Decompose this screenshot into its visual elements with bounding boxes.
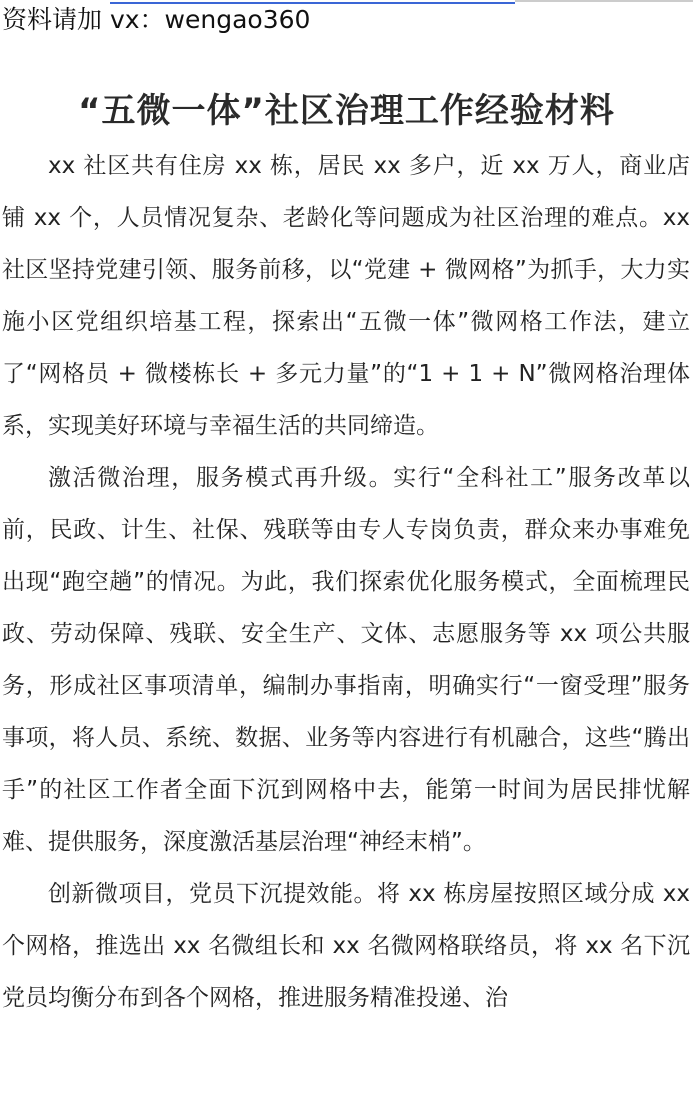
paragraph-intro: xx 社区共有住房 xx 栋，居民 xx 多户，近 xx 万人，商业店铺 xx 个，人员情况复杂、老龄化等问题成为社区治理的难点。xx 社区坚持党建引领、服务前移，以“党建 + 微网格”为抓手，大力实施小区党组织培基工程，探索出“五微一体”微网格工作法，建立了“网格员 + 微楼栋长 + 多元力量”的“1 + 1 + N”微网格治理体系，实现美好环境与幸福生活的共同缔造。	[2, 153, 690, 439]
contact-info: 资料请加 vx：wengao360	[2, 5, 311, 34]
cut-off-text	[515, 0, 693, 2]
document-body	[2, 140, 690, 1024]
paragraph-micro-project: 创新微项目，党员下沉提效能。将 xx 栋房屋按照区域分成 xx 个网格，推选出 xx 名微组长和 xx 名微网格联络员，将 xx 名下沉党员均衡分布到各个网格，推进服务精准投递、治	[2, 881, 690, 1011]
paragraph-micro-governance: 激活微治理，服务模式再升级。实行“全科社工”服务改革以前，民政、计生、社保、残联等由专人专岗负责，群众来办事难免出现“跑空趟”的情况。为此，我们探索优化服务模式，全面梳理民政、劳动保障、残联、安全生产、文体、志愿服务等 xx 项公共服务，形成社区事项清单，编制办事指南，明确实行“一窗受理”服务事项，将人员、系统、数据、业务等内容进行有机融合，这些“腾出手”的社区工作者全面下沉到网格中去，能第一时间为居民排忧解难、提供服务，深度激活基层治理“神经末梢”。	[2, 465, 690, 855]
document-title: “五微一体”社区治理工作经验材料	[78, 90, 615, 131]
